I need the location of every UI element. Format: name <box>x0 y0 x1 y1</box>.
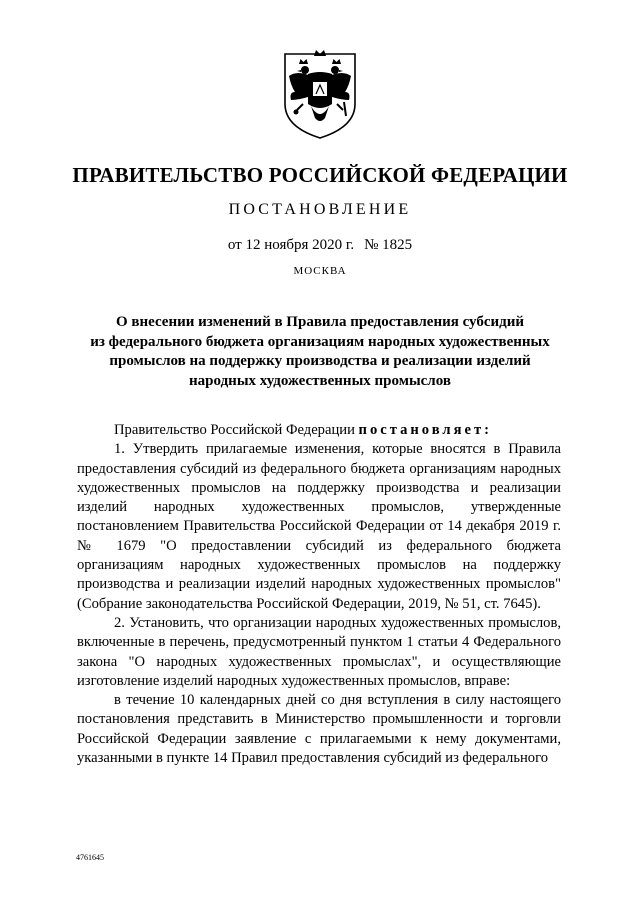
paragraph-2: 2. Установить, что организации народных художественных промыслов, включенные в перечень, предусмотренный пунктом 1 статьи 4 Федерального закона "О народных художественных промыслах", и осуществляющие изготовление изделий народных художественных промыслов, вправе: <box>77 614 561 689</box>
heading-line: из федерального бюджета организациям народных художественных <box>90 333 550 350</box>
paragraph-1: 1. Утвердить прилагаемые изменения, которые вносятся в Правила предоставления субсидий из федерального бюджета организациям народных художественных промыслов на поддержку производства и реализации изделий народных художественных промыслов, утвержденные постановлением Правительства Российской Федерации от 14 декабря 2019 г. № 1679 "О предоставлении субсидий из федерального бюджета организациям народных художественных промыслов на поддержку производства и реализации изделий народных художественных промыслов" (Собрание законодательства Российской Федерации, 2019, № 51, ст. 7645). <box>77 441 561 612</box>
paragraph-3: в течение 10 календарных дней со дня вступления в силу настоящего постановления представить в Министерство промышленности и торговли Российской Федерации заявление с прилагаемыми к нему документами, указанными в пункте 14 Правил предоставления субсидий из федерального <box>77 692 561 767</box>
document-heading <box>60 313 580 391</box>
heading-line: промыслов на поддержку производства и реализации изделий <box>109 353 531 369</box>
footer-document-code: 4761645 <box>76 853 104 862</box>
document-body <box>77 421 561 768</box>
document-date-line <box>0 237 640 254</box>
resolve-word: постановляет: <box>358 422 492 438</box>
intro-text: Правительство Российской Федерации <box>114 422 359 438</box>
government-title: ПРАВИТЕЛЬСТВО РОССИЙСКОЙ ФЕДЕРАЦИИ <box>72 163 568 187</box>
intro-paragraph <box>77 421 561 440</box>
document-city: МОСКВА <box>293 265 347 277</box>
document-number: № 1825 <box>364 237 413 253</box>
document-date: от 12 ноября 2020 г. <box>227 237 355 253</box>
heading-line: О внесении изменений в Правила предоставления субсидий <box>115 314 525 330</box>
coat-of-arms-emblem <box>275 42 365 142</box>
heading-line: народных художественных промыслов <box>189 372 451 389</box>
document-type: ПОСТАНОВЛЕНИЕ <box>228 201 412 218</box>
